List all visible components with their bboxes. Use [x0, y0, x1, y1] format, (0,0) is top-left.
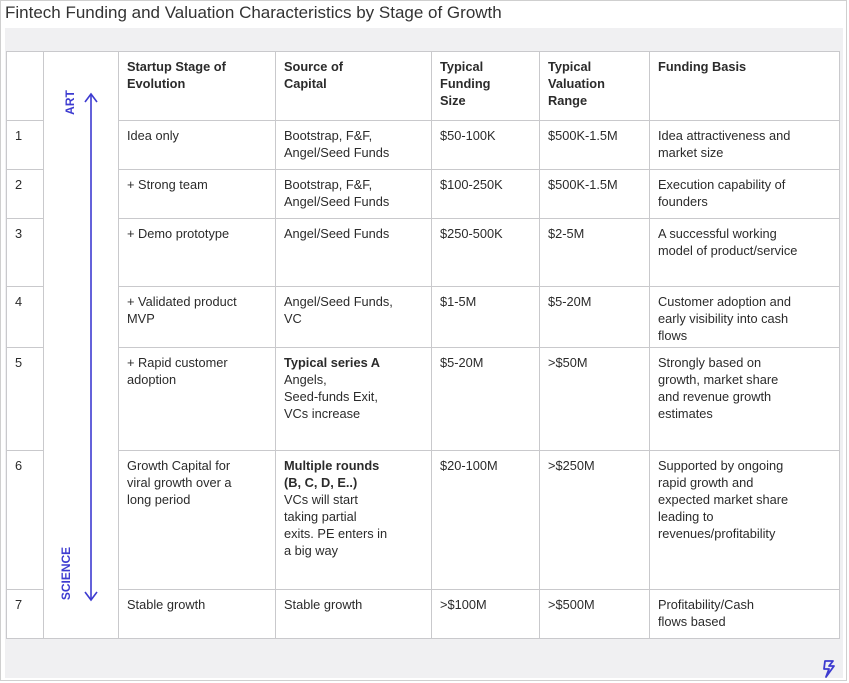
- axis-label-science: SCIENCE: [59, 546, 74, 601]
- row-number: 3: [7, 219, 44, 287]
- funding-size-cell: $20-100M: [432, 451, 540, 590]
- stage-cell: Growth Capital for viral growth over a long period: [119, 451, 276, 590]
- valuation-cell: $500K-1.5M: [540, 170, 650, 219]
- funding-basis-cell: Profitability/Cash flows based: [650, 590, 840, 639]
- funding-basis-cell: Customer adoption and early visibility into cash flows: [650, 287, 840, 348]
- row-number: 1: [7, 121, 44, 170]
- stage-cell: + Rapid customer adoption: [119, 348, 276, 451]
- source-cell: Multiple rounds (B, C, D, E..) VCs will start taking partial exits. PE enters in a big way: [276, 451, 432, 590]
- art-science-axis: [44, 52, 119, 639]
- funding-basis-cell: Supported by ongoing rapid growth and expected market share leading to revenues/profitability: [650, 451, 840, 590]
- valuation-cell: >$50M: [540, 348, 650, 451]
- stage-cell: + Strong team: [119, 170, 276, 219]
- funding-basis-cell: Execution capability of founders: [650, 170, 840, 219]
- row-number: 4: [7, 287, 44, 348]
- header-stage: Startup Stage of Evolution: [119, 52, 276, 121]
- source-cell: Stable growth: [276, 590, 432, 639]
- table-row: [7, 219, 840, 287]
- header-valuation: Typical Valuation Range: [540, 52, 650, 121]
- funding-table: [6, 51, 840, 639]
- table-row: [7, 348, 840, 451]
- axis-arrow-icon: [44, 52, 119, 638]
- funding-basis-cell: Idea attractiveness and market size: [650, 121, 840, 170]
- valuation-cell: >$250M: [540, 451, 650, 590]
- source-cell: Typical series A Angels, Seed-funds Exit, VCs increase: [276, 348, 432, 451]
- page-title: Fintech Funding and Valuation Characteristics by Stage of Growth: [5, 3, 502, 22]
- valuation-cell: $2-5M: [540, 219, 650, 287]
- source-cell: Bootstrap, F&F, Angel/Seed Funds: [276, 121, 432, 170]
- row-number: 6: [7, 451, 44, 590]
- toptal-logo-icon: [819, 658, 841, 680]
- row-number: 7: [7, 590, 44, 639]
- table-row: [7, 287, 840, 348]
- axis-label-art: ART: [62, 90, 77, 115]
- stage-cell: + Demo prototype: [119, 219, 276, 287]
- funding-size-cell: $250-500K: [432, 219, 540, 287]
- header-num: [7, 52, 44, 121]
- valuation-cell: >$500M: [540, 590, 650, 639]
- stage-cell: Idea only: [119, 121, 276, 170]
- source-cell: Angel/Seed Funds: [276, 219, 432, 287]
- header-basis: Funding Basis: [650, 52, 840, 121]
- funding-size-cell: $50-100K: [432, 121, 540, 170]
- row-number: 2: [7, 170, 44, 219]
- stage-cell: + Validated product MVP: [119, 287, 276, 348]
- stage-cell: Stable growth: [119, 590, 276, 639]
- header-row: [7, 52, 840, 121]
- row-number: 5: [7, 348, 44, 451]
- valuation-cell: $5-20M: [540, 287, 650, 348]
- funding-size-cell: $100-250K: [432, 170, 540, 219]
- valuation-cell: $500K-1.5M: [540, 121, 650, 170]
- table-row: [7, 121, 840, 170]
- table-row: [7, 170, 840, 219]
- funding-size-cell: $5-20M: [432, 348, 540, 451]
- header-source: Source of Capital: [276, 52, 432, 121]
- funding-basis-cell: Strongly based on growth, market share and revenue growth estimates: [650, 348, 840, 451]
- source-cell: Angel/Seed Funds, VC: [276, 287, 432, 348]
- funding-size-cell: >$100M: [432, 590, 540, 639]
- funding-basis-cell: A successful working model of product/service: [650, 219, 840, 287]
- table-row: [7, 590, 840, 639]
- source-cell: Bootstrap, F&F, Angel/Seed Funds: [276, 170, 432, 219]
- header-size: Typical Funding Size: [432, 52, 540, 121]
- table-row: [7, 451, 840, 590]
- funding-size-cell: $1-5M: [432, 287, 540, 348]
